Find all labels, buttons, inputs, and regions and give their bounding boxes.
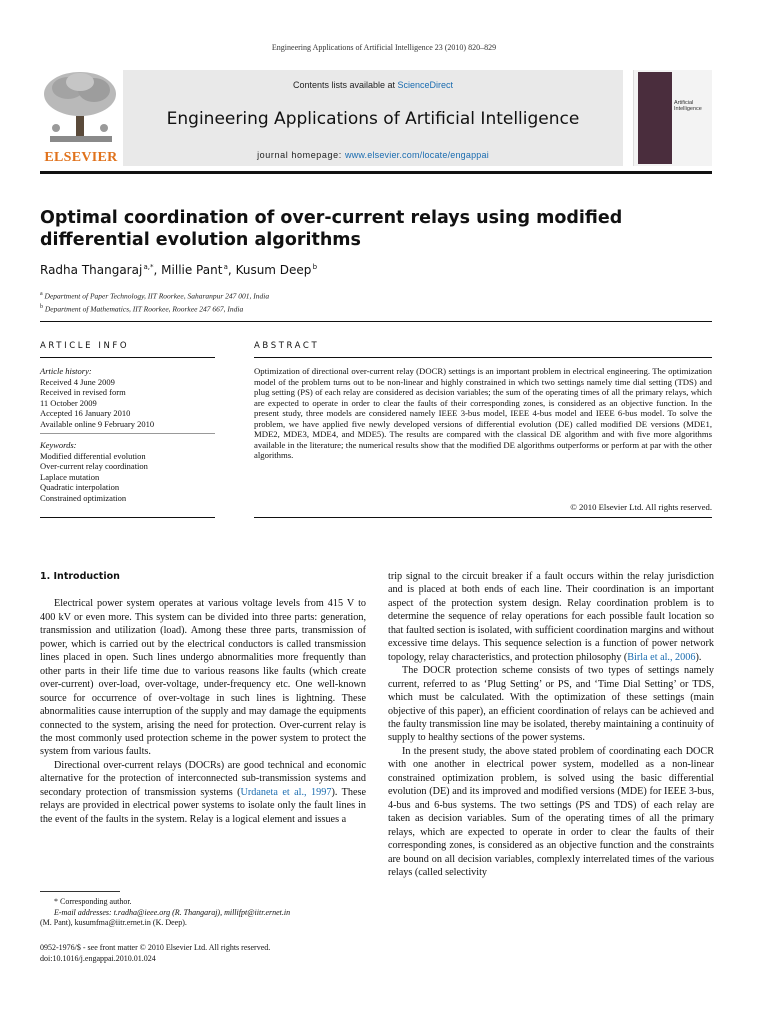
contents-line bbox=[123, 80, 623, 90]
keywords-label: Keywords: bbox=[40, 440, 77, 450]
history-item: Available online 9 February 2010 bbox=[40, 418, 155, 429]
affiliation-line bbox=[40, 302, 269, 315]
author-marks: a,* bbox=[143, 263, 154, 271]
keyword[interactable]: Over-current relay coordination bbox=[40, 461, 148, 471]
text-run: ). These relays are provided in electrical power systems to isolate only the fault lines in the event of the faults in the system. Relay is a logical element and issues a bbox=[40, 786, 366, 825]
text-run: trip signal to the circuit breaker if a fault occurs within the relay jurisdiction and is placed at both ends of each line. Their coordination is an important aspect of the protection system design. Relay coordination problem is to determine the sequence of relay operations for each possible fault location so that faulted section is isolated, with sufficient coordination margins and without excessive time delays. This sequence selection is a function of power network topology, relay characteristics, and protection philosophy ( bbox=[388, 571, 714, 663]
cover-line: Intelligence bbox=[674, 106, 702, 112]
affiliation-text: Department of Paper Technology, IIT Roorkee, Saharanpur 247 001, India bbox=[44, 291, 270, 301]
affiliation-line bbox=[40, 289, 269, 302]
issn-line: 0952-1976/$ - see front matter © 2010 Elsevier Ltd. All rights reserved. bbox=[40, 943, 271, 952]
article-info-heading: ARTICLE INFO bbox=[40, 341, 130, 351]
masthead-rule bbox=[40, 171, 712, 174]
text-run: ). bbox=[695, 651, 702, 663]
abstract-heading: ABSTRACT bbox=[254, 341, 320, 351]
affiliation-mark: b bbox=[40, 303, 43, 310]
author-marks: a bbox=[223, 263, 228, 271]
keyword[interactable]: Quadratic interpolation bbox=[40, 482, 120, 492]
keyword[interactable]: Modified differential evolution bbox=[40, 450, 146, 461]
abstract-rule bbox=[254, 357, 712, 358]
footnote-emails[interactable]: E-mail addresses: t.radha@ieee.org (R. Thangaraj), millifpt@iitr.ernet.in bbox=[54, 907, 291, 917]
cover-image bbox=[638, 72, 672, 164]
body-paragraph bbox=[388, 570, 714, 664]
homepage-line bbox=[123, 150, 623, 160]
article-info-rule bbox=[40, 357, 215, 358]
citation-link[interactable]: Birla et al., 2006 bbox=[627, 651, 696, 663]
journal-banner bbox=[123, 70, 623, 166]
history-item: Received 4 June 2009 bbox=[40, 376, 115, 387]
text-run: Directional over-current relays (DOCRs) are good technical and economic alternative for the protection of interconnected sub-transmission systems and secondary protection of transmission systems ( bbox=[40, 759, 366, 798]
doi-link[interactable]: doi:10.1016/j.engappai.2010.01.024 bbox=[40, 954, 156, 963]
history-item: Accepted 16 January 2010 bbox=[40, 408, 131, 418]
affiliation-text: Department of Mathematics, IIT Roorkee, Roorkee 247 667, India bbox=[44, 304, 244, 313]
author-name[interactable]: Kusum Deep bbox=[235, 263, 312, 277]
abstract-text: Optimization of directional over-current relay (DOCR) settings is an important problem in electrical engineering. The optimization model of the problem turns out to be non-linear and highly constrained in which two settings namely time dial setting (TDS) and plug setting (PS) of each relay are considered as decision variables; the sum of the operating times of all the primary relays, which are expected to operate in order to clear the faults of their corresponding zones, is considered as an objective function. In the present study, three models are considered namely IEEE 3-bus model, IEEE 4-bus model and IEEE 6-bus model. To solve the problem, we have applied five newly developed versions of differential evolution (DE) called modified DE versions (MDE1, MDE2, MDE3, MDE4, and MDE5). The results are compared with the classical DE algorithm and with five more algorithms available in the literature; the numerical results show that the modified DE algorithms outperforms or perform at par with the other algorithms. bbox=[254, 366, 712, 461]
journal-title: Engineering Applications of Artificial Intelligence bbox=[166, 109, 580, 129]
affiliation-mark: a bbox=[40, 291, 43, 297]
body-column-right bbox=[388, 570, 714, 879]
history-item: 11 October 2009 bbox=[40, 397, 97, 408]
keywords bbox=[40, 440, 215, 503]
affiliations bbox=[40, 289, 269, 314]
body-paragraph: In the present study, the above stated problem of coordinating each DOCR with one another in electrical power system, modelled as a non-linear constrained optimization problem, is solved using the basic differential evolution (DE) and its improved and modified versions (MDE) for IEEE 3-bus, 4-bus and 6-bus systems. The two settings (PS and TDS) of each relay are taken as decision variables. Sum of the operating times of all the primary relays, which are expected to operate in order to clear the faults of their corresponding zones, is considered as an objective function and the constraints are bound on all decision variables, complexly interrelated times of the various relays (called selectivity bbox=[388, 745, 714, 878]
info-bottom-rule bbox=[40, 517, 215, 518]
journal-homepage-link[interactable]: www.elsevier.com/locate/engappai bbox=[344, 150, 489, 160]
body-paragraph: Electrical power system operates at various voltage levels from 415 V to 400 kV or even more. This system can be divided into three parts: generation, transmission and utilization (load). Among these three parts, transmission of power, which is carried out by the electrical conductors is called transmission lines placed in open. Such lines undergo abnormalities more frequently than other parts in their life time due to various reasons like faults (which create over-current) over-load, over-voltage, under-frequency etc. One well-known source for occurrence of over-voltage in such lines is lightning. These abnormalities cause interruption of the supply and may damage the equipments connected to the system, arising the need for protection. Over-current relay is the most commonly used protection scheme in the power system to protect the system from various faults. bbox=[40, 598, 366, 758]
history-item: Received in revised form bbox=[40, 387, 126, 397]
abstract-copyright: © 2010 Elsevier Ltd. All rights reserved. bbox=[570, 502, 712, 512]
homepage-prefix: journal homepage: bbox=[257, 150, 345, 160]
front-matter bbox=[40, 942, 370, 964]
cover-line: Artificial bbox=[674, 100, 694, 106]
keyword[interactable]: Laplace mutation bbox=[40, 471, 100, 482]
history-label: Article history: bbox=[40, 366, 92, 376]
footnote-rule bbox=[40, 891, 120, 892]
contents-prefix: Contents lists available at bbox=[292, 80, 398, 90]
elsevier-tree-logo bbox=[40, 70, 122, 166]
journal-cover-thumbnail bbox=[633, 70, 712, 166]
sciencedirect-link[interactable]: ScienceDirect bbox=[397, 80, 454, 90]
footnote-line: * Corresponding author. bbox=[54, 897, 132, 906]
info-divider bbox=[40, 433, 215, 434]
footnote-emails-cont[interactable]: (M. Pant), kusumfma@iitr.ernet.in (K. Deep). bbox=[40, 918, 187, 927]
article-history bbox=[40, 366, 215, 429]
section-heading-introduction: 1. Introduction bbox=[40, 571, 120, 582]
corresponding-author-footnote bbox=[40, 897, 370, 929]
header-rule bbox=[40, 321, 712, 322]
body-paragraph bbox=[40, 759, 366, 826]
author-name[interactable]: Millie Pant bbox=[161, 263, 223, 277]
author-list: Radha Thangaraj $^{a,*}$, Millie Pant $^a$, Kusum Deep $^b$ bbox=[40, 263, 318, 277]
author-marks: b bbox=[312, 263, 318, 271]
abstract-bottom-rule bbox=[254, 517, 712, 518]
publisher-name: ELSEVIER bbox=[44, 150, 118, 165]
running-head: Engineering Applications of Artificial Intelligence 23 (2010) 820–829 bbox=[271, 43, 497, 52]
cover-title bbox=[674, 100, 712, 112]
journal-masthead bbox=[40, 70, 712, 166]
keyword[interactable]: Constrained optimization bbox=[40, 492, 127, 503]
body-paragraph: The DOCR protection scheme consists of two types of settings namely current, referred to as ‘Plug Setting’ or PS, and ‘Time Dial Setting’ or TDS, which must be calculated. With the optimization of these settings (main objective of this paper), an efficient coordination of relays can be achieved and the faulty transmission line may be isolated, thereby maintaining a continuity of supply to healthy sections of the power systems. bbox=[388, 665, 714, 744]
body-column-left bbox=[40, 570, 366, 826]
article-title: Optimal coordination of over-current relays using modified differential evolution algorithms bbox=[40, 208, 623, 250]
author-name[interactable]: Radha Thangaraj bbox=[40, 263, 143, 277]
citation-link[interactable]: Urdaneta et al., 1997 bbox=[240, 786, 332, 798]
